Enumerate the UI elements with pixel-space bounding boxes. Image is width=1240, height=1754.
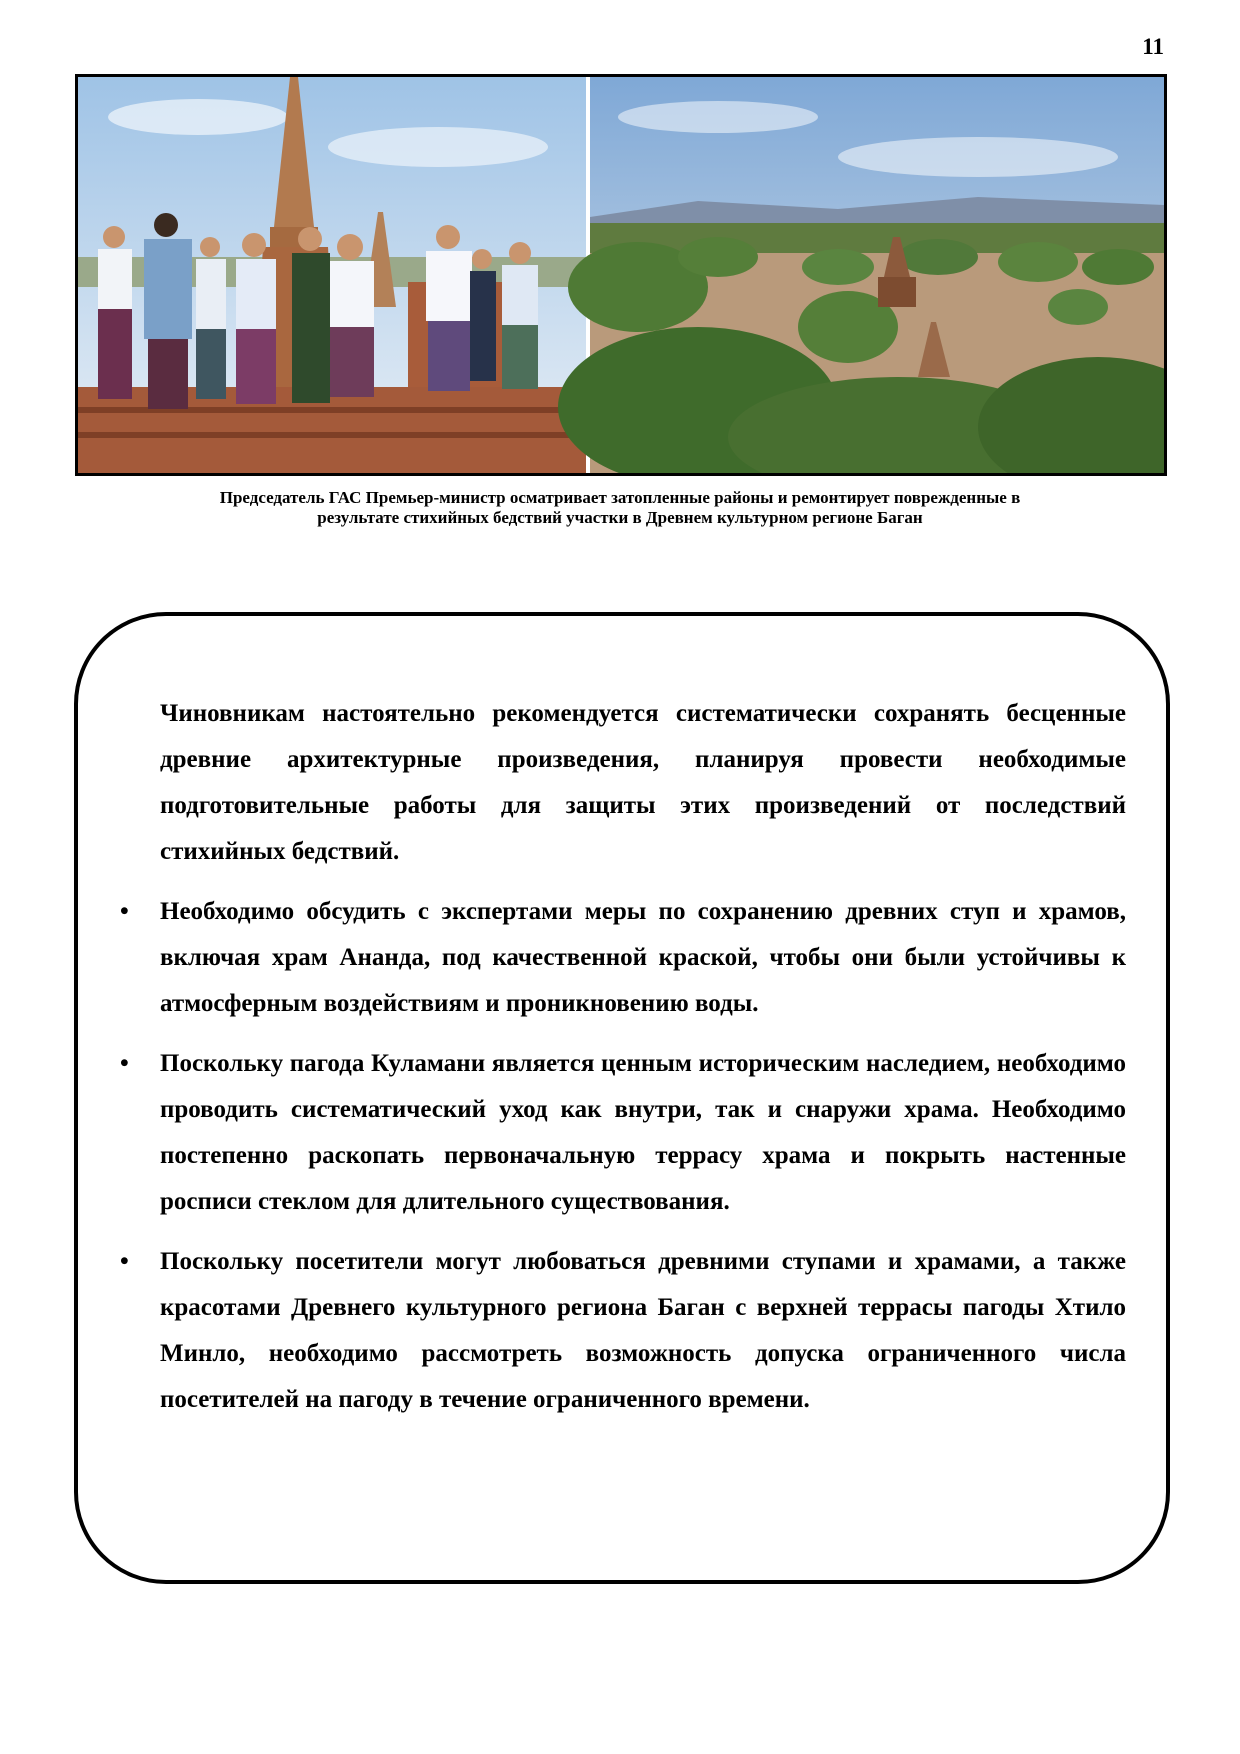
list-item: • Поскольку пагода Куламани является ценным историческим наследием, необходимо проводить систематический уход как внутри, так и снаружи храма. Необходимо постепенно раскопать первоначальную террасу храма и покрыть настенные росписи стеклом для длительного существования. bbox=[160, 1041, 1126, 1225]
bagan-landscape-photo bbox=[558, 77, 1164, 473]
recommendations-box bbox=[74, 612, 1170, 1584]
officials-photo bbox=[78, 77, 586, 473]
photo-collage bbox=[75, 74, 1167, 476]
list-item: • Поскольку посетители могут любоваться древними ступами и храмами, а также красотами Древнего культурного региона Баган с верхней террасы пагоды Хтило Минло, необходимо рассмотреть возможность допуска ограниченного числа посетителей на пагоду в течение ограниченного времени. bbox=[160, 1239, 1126, 1423]
page-number: 11 bbox=[1142, 34, 1164, 59]
recommendations-list bbox=[160, 889, 1126, 1423]
list-item: • Необходимо обсудить с экспертами меры по сохранению древних ступ и храмов, включая храм Ананда, под качественной краской, чтобы они были устойчивы к атмосферным воздействиям и проникновению воды. bbox=[160, 889, 1126, 1027]
photo-illustration bbox=[78, 77, 1164, 473]
photo-caption bbox=[100, 488, 1140, 528]
caption-line-1: Председатель ГАС Премьер-министр осматривает затопленные районы и ремонтирует поврежденные в bbox=[219, 488, 1021, 507]
recommendations-text bbox=[160, 691, 1126, 1437]
intro-paragraph: Чиновникам настоятельно рекомендуется систематически сохранять бесценные древние архитектурные произведения, планируя провести необходимые подготовительные работы для защиты этих произведений от последствий стихийных бедствий. bbox=[160, 700, 1126, 865]
caption-line-2: результате стихийных бедствий участки в Древнем культурном регионе Баган bbox=[317, 508, 923, 527]
